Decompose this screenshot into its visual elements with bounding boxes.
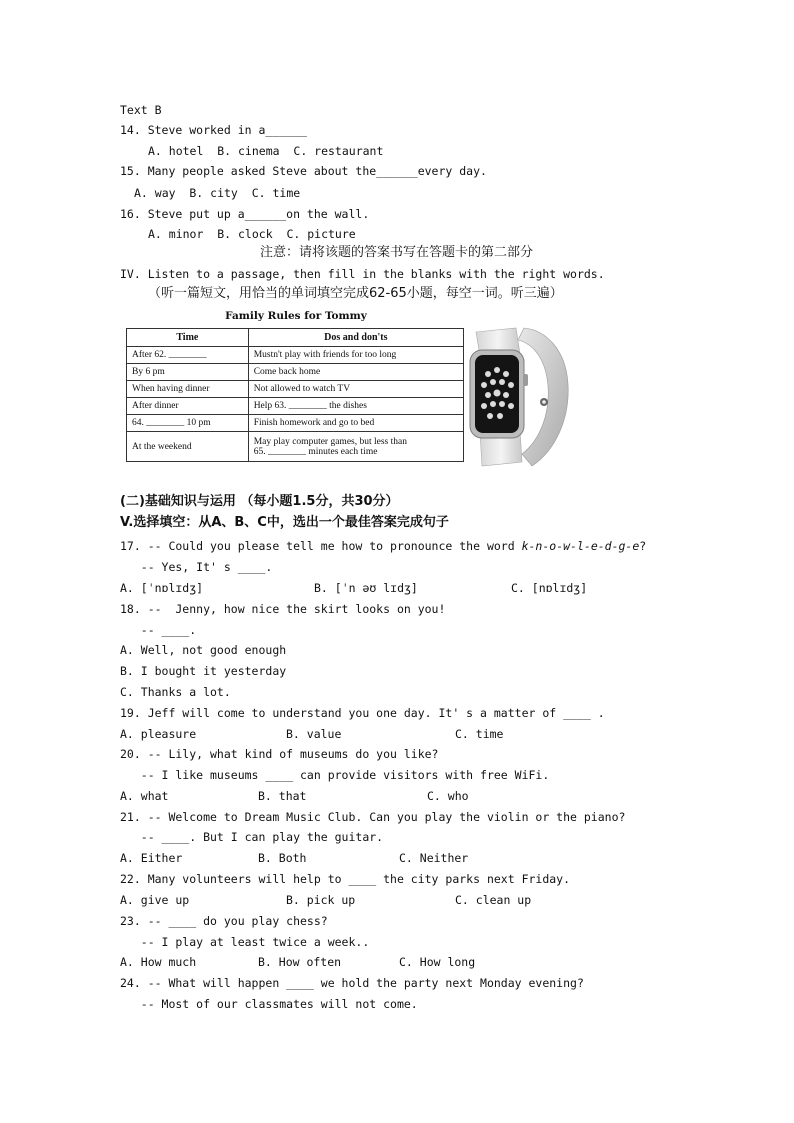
q19-option-c: C. time bbox=[455, 727, 504, 741]
q19-line1: 19. Jeff will come to understand you one day. It' s a matter of ____ . bbox=[120, 706, 605, 720]
cell-rule-line1: May play computer games, but less than bbox=[253, 436, 407, 447]
q22-option-b: B. pick up bbox=[286, 893, 356, 907]
q19-option-b: B. value bbox=[286, 727, 342, 741]
table-row bbox=[127, 364, 464, 381]
q20-line1: 20. -- Lily, what kind of museums do you like? bbox=[120, 747, 439, 761]
smartwatch-illustration bbox=[466, 322, 572, 472]
text-b-heading: Text B bbox=[120, 103, 162, 117]
q14-options: A. hotel B. cinema C. restaurant bbox=[148, 144, 384, 158]
q21-option-a: A. Either bbox=[120, 851, 183, 865]
q17-option-c: C. [nɒlɪdʒ] bbox=[511, 581, 588, 595]
q20-option-b: B. that bbox=[258, 789, 307, 803]
cell-time: 64. ________ 10 pm bbox=[127, 415, 249, 432]
cell-rule bbox=[248, 432, 463, 462]
q23-option-b: B. How often bbox=[258, 955, 342, 969]
q18-option-c: C. Thanks a lot. bbox=[120, 685, 231, 699]
q22-option-a: A. give up bbox=[120, 893, 190, 907]
family-rules-table bbox=[126, 328, 464, 462]
q14-stem: 14. Steve worked in a______ bbox=[120, 123, 307, 137]
cell-time: At the weekend bbox=[127, 432, 249, 462]
q16-stem: 16. Steve put up a______on the wall. bbox=[120, 207, 370, 221]
answer-sheet-note: 注意：请将该题的答案书写在答题卡的第二部分 bbox=[260, 245, 534, 260]
header-time: Time bbox=[127, 329, 249, 347]
cell-rule-line2: 65. ________ minutes each time bbox=[253, 446, 378, 457]
q17-line1 bbox=[120, 538, 646, 554]
header-rules: Dos and don'ts bbox=[248, 329, 463, 347]
q23-line2: -- I play at least twice a week.. bbox=[120, 935, 370, 949]
table-row bbox=[127, 432, 464, 462]
table-row bbox=[127, 398, 464, 415]
q20-option-c: C. who bbox=[427, 789, 469, 803]
cell-rule: Finish homework and go to bed bbox=[248, 415, 463, 432]
section2-heading: (二)基础知识与运用 （每小题1.5分，共30分） bbox=[120, 494, 399, 509]
part4-instruction: （听一篇短文，用恰当的单词填空完成62-65小题，每空一词。听三遍） bbox=[148, 286, 563, 301]
cell-time: After dinner bbox=[127, 398, 249, 415]
q21-line2: -- ____. But I can play the guitar. bbox=[120, 830, 384, 844]
q17-line2: -- Yes, It' s ____. bbox=[120, 560, 273, 574]
q24-line2: -- Most of our classmates will not come. bbox=[120, 997, 418, 1011]
table-title: Family Rules for Tommy bbox=[225, 310, 367, 322]
q17-qmark: ? bbox=[639, 539, 647, 553]
q24-line1: 24. -- What will happen ____ we hold the party next Monday evening? bbox=[120, 976, 584, 990]
q20-option-a: A. what bbox=[120, 789, 169, 803]
q17-text: 17. -- Could you please tell me how to pronounce the word bbox=[120, 539, 522, 553]
cell-time: By 6 pm bbox=[127, 364, 249, 381]
cell-rule: Not allowed to watch TV bbox=[248, 381, 463, 398]
q21-option-b: B. Both bbox=[258, 851, 307, 865]
q20-line2: -- I like museums ____ can provide visitors with free WiFi. bbox=[120, 768, 550, 782]
part5-heading: V.选择填空：从A、B、C中，选出一个最佳答案完成句子 bbox=[120, 515, 449, 530]
q18-line1: 18. -- Jenny, how nice the skirt looks on you! bbox=[120, 602, 446, 616]
q19-option-a: A. pleasure bbox=[120, 727, 197, 741]
q17-option-b: B. [ˈn əʊ lɪdʒ] bbox=[314, 581, 418, 595]
q23-line1: 23. -- ____ do you play chess? bbox=[120, 914, 328, 928]
q18-option-b: B. I bought it yesterday bbox=[120, 664, 287, 678]
q23-option-c: C. How long bbox=[399, 955, 476, 969]
cell-time: After 62. ________ bbox=[127, 347, 249, 364]
q17-option-a: A. [ˈnɒlɪdʒ] bbox=[120, 581, 204, 595]
q21-option-c: C. Neither bbox=[399, 851, 469, 865]
q21-line1: 21. -- Welcome to Dream Music Club. Can you play the violin or the piano? bbox=[120, 810, 626, 824]
q18-option-a: A. Well, not good enough bbox=[120, 643, 287, 657]
cell-time: When having dinner bbox=[127, 381, 249, 398]
table-row bbox=[127, 415, 464, 432]
table-row bbox=[127, 347, 464, 364]
q15-stem: 15. Many people asked Steve about the______every day. bbox=[120, 164, 487, 178]
q18-line2: -- ____. bbox=[120, 623, 197, 637]
q15-options: A. way B. city C. time bbox=[134, 186, 301, 200]
q22-line1: 22. Many volunteers will help to ____ the city parks next Friday. bbox=[120, 872, 571, 886]
q23-option-a: A. How much bbox=[120, 955, 197, 969]
q22-option-c: C. clean up bbox=[455, 893, 532, 907]
cell-rule: Come back home bbox=[248, 364, 463, 381]
table-row bbox=[127, 381, 464, 398]
cell-rule: Help 63. ________ the dishes bbox=[248, 398, 463, 415]
q17-word: k-n-o-w-l-e-d-g-e bbox=[521, 539, 640, 553]
table-header-row bbox=[127, 329, 464, 347]
family-rules-figure bbox=[126, 310, 466, 465]
part4-heading: IV. Listen to a passage, then fill in the blanks with the right words. bbox=[120, 267, 605, 281]
cell-rule: Mustn't play with friends for too long bbox=[248, 347, 463, 364]
q16-options: A. minor B. clock C. picture bbox=[148, 227, 356, 241]
